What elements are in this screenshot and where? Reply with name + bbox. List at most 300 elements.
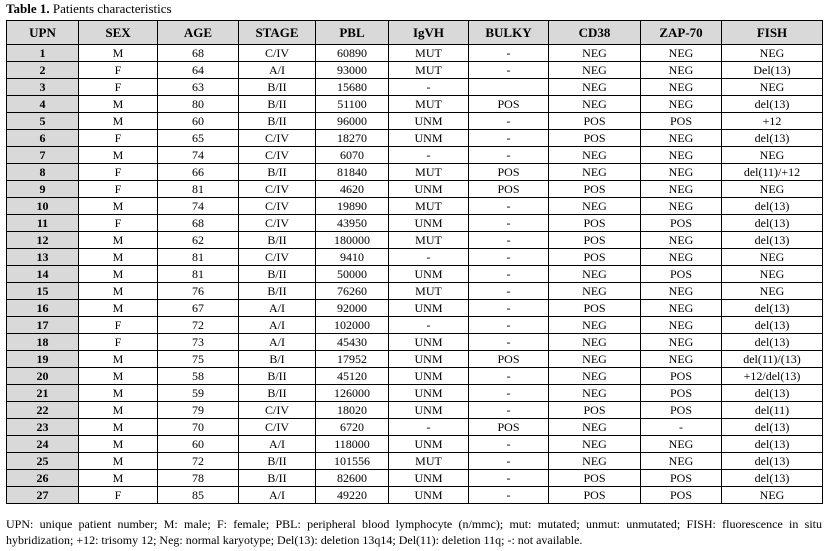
cell-zap-70: POS bbox=[641, 266, 722, 283]
cell-pbl: 19890 bbox=[316, 198, 389, 215]
cell-sex: M bbox=[79, 232, 158, 249]
patients-table bbox=[6, 20, 823, 504]
table-row bbox=[7, 266, 823, 283]
cell-pbl: 6720 bbox=[316, 419, 389, 436]
cell-bulky: - bbox=[469, 113, 549, 130]
cell-upn: 13 bbox=[7, 249, 79, 266]
cell-age: 79 bbox=[158, 402, 239, 419]
cell-cd38: NEG bbox=[549, 62, 641, 79]
cell-upn: 15 bbox=[7, 283, 79, 300]
cell-pbl: 118000 bbox=[316, 436, 389, 453]
cell-igvh: UNM bbox=[389, 368, 469, 385]
cell-pbl: 45430 bbox=[316, 334, 389, 351]
cell-sex: F bbox=[79, 334, 158, 351]
cell-sex: F bbox=[79, 181, 158, 198]
table-row bbox=[7, 453, 823, 470]
cell-upn: 3 bbox=[7, 79, 79, 96]
cell-igvh: UNM bbox=[389, 181, 469, 198]
cell-bulky: - bbox=[469, 402, 549, 419]
table-row bbox=[7, 45, 823, 62]
cell-bulky: - bbox=[469, 215, 549, 232]
cell-bulky: - bbox=[469, 130, 549, 147]
column-header-zap-70: ZAP-70 bbox=[641, 21, 722, 45]
cell-bulky: POS bbox=[469, 181, 549, 198]
cell-zap-70: NEG bbox=[641, 249, 722, 266]
cell-cd38: POS bbox=[549, 113, 641, 130]
cell-igvh: UNM bbox=[389, 334, 469, 351]
cell-age: 85 bbox=[158, 487, 239, 504]
cell-igvh: - bbox=[389, 147, 469, 164]
cell-bulky: - bbox=[469, 453, 549, 470]
cell-stage: C/IV bbox=[239, 181, 316, 198]
cell-igvh: UNM bbox=[389, 351, 469, 368]
cell-bulky: - bbox=[469, 317, 549, 334]
cell-fish: del(13) bbox=[722, 470, 823, 487]
table-row bbox=[7, 62, 823, 79]
cell-stage: A/I bbox=[239, 300, 316, 317]
cell-age: 73 bbox=[158, 334, 239, 351]
cell-cd38: POS bbox=[549, 300, 641, 317]
cell-pbl: 96000 bbox=[316, 113, 389, 130]
cell-age: 81 bbox=[158, 266, 239, 283]
cell-sex: M bbox=[79, 385, 158, 402]
table-body bbox=[7, 45, 823, 504]
cell-sex: M bbox=[79, 45, 158, 62]
cell-cd38: NEG bbox=[549, 147, 641, 164]
cell-zap-70: NEG bbox=[641, 300, 722, 317]
cell-bulky: - bbox=[469, 334, 549, 351]
cell-igvh: MUT bbox=[389, 62, 469, 79]
cell-fish: +12/del(13) bbox=[722, 368, 823, 385]
cell-age: 78 bbox=[158, 470, 239, 487]
column-header-age: AGE bbox=[158, 21, 239, 45]
cell-pbl: 51100 bbox=[316, 96, 389, 113]
cell-cd38: POS bbox=[549, 181, 641, 198]
cell-upn: 25 bbox=[7, 453, 79, 470]
cell-cd38: POS bbox=[549, 402, 641, 419]
cell-age: 70 bbox=[158, 419, 239, 436]
cell-fish: del(13) bbox=[722, 232, 823, 249]
cell-stage: C/IV bbox=[239, 215, 316, 232]
cell-stage: B/II bbox=[239, 164, 316, 181]
table-row bbox=[7, 368, 823, 385]
table-header bbox=[7, 21, 823, 45]
cell-upn: 23 bbox=[7, 419, 79, 436]
cell-stage: C/IV bbox=[239, 198, 316, 215]
table-row bbox=[7, 96, 823, 113]
column-header-stage: STAGE bbox=[239, 21, 316, 45]
table-caption bbox=[6, 1, 172, 17]
cell-upn: 9 bbox=[7, 181, 79, 198]
cell-cd38: NEG bbox=[549, 198, 641, 215]
table-row bbox=[7, 334, 823, 351]
table-caption-text: Patients characteristics bbox=[49, 1, 172, 16]
cell-cd38: NEG bbox=[549, 317, 641, 334]
cell-age: 68 bbox=[158, 45, 239, 62]
cell-igvh: MUT bbox=[389, 96, 469, 113]
cell-age: 74 bbox=[158, 147, 239, 164]
column-header-bulky: BULKY bbox=[469, 21, 549, 45]
cell-sex: M bbox=[79, 249, 158, 266]
cell-upn: 4 bbox=[7, 96, 79, 113]
cell-zap-70: NEG bbox=[641, 317, 722, 334]
cell-pbl: 93000 bbox=[316, 62, 389, 79]
cell-bulky: POS bbox=[469, 351, 549, 368]
cell-age: 59 bbox=[158, 385, 239, 402]
cell-bulky bbox=[469, 79, 549, 96]
column-header-sex: SEX bbox=[79, 21, 158, 45]
table-row bbox=[7, 130, 823, 147]
cell-cd38: POS bbox=[549, 232, 641, 249]
cell-pbl: 4620 bbox=[316, 181, 389, 198]
cell-cd38: NEG bbox=[549, 164, 641, 181]
cell-fish: del(13) bbox=[722, 419, 823, 436]
cell-sex: F bbox=[79, 317, 158, 334]
cell-upn: 24 bbox=[7, 436, 79, 453]
cell-cd38: NEG bbox=[549, 385, 641, 402]
cell-fish: del(13) bbox=[722, 198, 823, 215]
cell-igvh: MUT bbox=[389, 164, 469, 181]
cell-zap-70: NEG bbox=[641, 283, 722, 300]
column-header-pbl: PBL bbox=[316, 21, 389, 45]
cell-zap-70: NEG bbox=[641, 232, 722, 249]
cell-cd38: NEG bbox=[549, 436, 641, 453]
cell-fish: del(13) bbox=[722, 317, 823, 334]
cell-zap-70: NEG bbox=[641, 45, 722, 62]
cell-fish: NEG bbox=[722, 147, 823, 164]
cell-fish: del(13) bbox=[722, 130, 823, 147]
cell-igvh: UNM bbox=[389, 385, 469, 402]
cell-fish: NEG bbox=[722, 283, 823, 300]
cell-upn: 27 bbox=[7, 487, 79, 504]
cell-upn: 14 bbox=[7, 266, 79, 283]
cell-upn: 6 bbox=[7, 130, 79, 147]
cell-upn: 7 bbox=[7, 147, 79, 164]
cell-cd38: POS bbox=[549, 487, 641, 504]
cell-cd38: NEG bbox=[549, 453, 641, 470]
cell-age: 62 bbox=[158, 232, 239, 249]
cell-sex: M bbox=[79, 283, 158, 300]
cell-pbl: 15680 bbox=[316, 79, 389, 96]
cell-upn: 19 bbox=[7, 351, 79, 368]
cell-fish: del(13) bbox=[722, 334, 823, 351]
cell-fish: del(13) bbox=[722, 215, 823, 232]
cell-fish: NEG bbox=[722, 266, 823, 283]
cell-zap-70: NEG bbox=[641, 351, 722, 368]
cell-stage: B/II bbox=[239, 266, 316, 283]
column-header-igvh: IgVH bbox=[389, 21, 469, 45]
cell-sex: M bbox=[79, 351, 158, 368]
cell-igvh: UNM bbox=[389, 470, 469, 487]
cell-cd38: NEG bbox=[549, 283, 641, 300]
cell-igvh: MUT bbox=[389, 45, 469, 62]
cell-pbl: 180000 bbox=[316, 232, 389, 249]
cell-age: 60 bbox=[158, 113, 239, 130]
cell-pbl: 18270 bbox=[316, 130, 389, 147]
table-row bbox=[7, 385, 823, 402]
cell-cd38: NEG bbox=[549, 419, 641, 436]
cell-fish: del(13) bbox=[722, 96, 823, 113]
cell-pbl: 50000 bbox=[316, 266, 389, 283]
cell-cd38: NEG bbox=[549, 79, 641, 96]
cell-sex: M bbox=[79, 198, 158, 215]
cell-bulky: POS bbox=[469, 419, 549, 436]
cell-zap-70: NEG bbox=[641, 164, 722, 181]
table-row bbox=[7, 470, 823, 487]
cell-sex: F bbox=[79, 62, 158, 79]
cell-sex: M bbox=[79, 402, 158, 419]
cell-sex: F bbox=[79, 487, 158, 504]
cell-igvh: MUT bbox=[389, 453, 469, 470]
cell-upn: 1 bbox=[7, 45, 79, 62]
column-header-fish: FISH bbox=[722, 21, 823, 45]
cell-zap-70: NEG bbox=[641, 181, 722, 198]
cell-igvh: UNM bbox=[389, 266, 469, 283]
column-header-upn: UPN bbox=[7, 21, 79, 45]
cell-stage: B/II bbox=[239, 232, 316, 249]
cell-fish: NEG bbox=[722, 249, 823, 266]
cell-bulky: - bbox=[469, 487, 549, 504]
table-row bbox=[7, 249, 823, 266]
cell-pbl: 126000 bbox=[316, 385, 389, 402]
table-row bbox=[7, 198, 823, 215]
cell-age: 81 bbox=[158, 181, 239, 198]
cell-upn: 26 bbox=[7, 470, 79, 487]
cell-age: 72 bbox=[158, 453, 239, 470]
table-row bbox=[7, 164, 823, 181]
cell-zap-70: NEG bbox=[641, 96, 722, 113]
cell-igvh: - bbox=[389, 317, 469, 334]
cell-stage: C/IV bbox=[239, 249, 316, 266]
cell-bulky: - bbox=[469, 470, 549, 487]
table-caption-label: Table 1. bbox=[6, 1, 50, 16]
table-row bbox=[7, 317, 823, 334]
cell-zap-70: NEG bbox=[641, 436, 722, 453]
table-row bbox=[7, 215, 823, 232]
cell-age: 65 bbox=[158, 130, 239, 147]
cell-stage: B/II bbox=[239, 385, 316, 402]
cell-zap-70: POS bbox=[641, 113, 722, 130]
cell-stage: B/II bbox=[239, 79, 316, 96]
cell-bulky: - bbox=[469, 283, 549, 300]
cell-pbl: 102000 bbox=[316, 317, 389, 334]
cell-pbl: 49220 bbox=[316, 487, 389, 504]
cell-stage: C/IV bbox=[239, 147, 316, 164]
cell-sex: M bbox=[79, 368, 158, 385]
cell-age: 67 bbox=[158, 300, 239, 317]
cell-pbl: 81840 bbox=[316, 164, 389, 181]
cell-stage: B/II bbox=[239, 113, 316, 130]
table-row bbox=[7, 487, 823, 504]
cell-fish: del(13) bbox=[722, 453, 823, 470]
cell-bulky: - bbox=[469, 436, 549, 453]
cell-pbl: 17952 bbox=[316, 351, 389, 368]
table-row bbox=[7, 300, 823, 317]
table-row bbox=[7, 402, 823, 419]
cell-stage: C/IV bbox=[239, 402, 316, 419]
cell-zap-70: NEG bbox=[641, 198, 722, 215]
cell-zap-70: - bbox=[641, 419, 722, 436]
table-row bbox=[7, 181, 823, 198]
cell-age: 63 bbox=[158, 79, 239, 96]
cell-igvh: MUT bbox=[389, 198, 469, 215]
cell-upn: 8 bbox=[7, 164, 79, 181]
table-row bbox=[7, 79, 823, 96]
cell-igvh: UNM bbox=[389, 215, 469, 232]
cell-zap-70: POS bbox=[641, 487, 722, 504]
cell-fish: del(11)/+12 bbox=[722, 164, 823, 181]
cell-fish: NEG bbox=[722, 79, 823, 96]
cell-igvh: UNM bbox=[389, 487, 469, 504]
cell-stage: B/I bbox=[239, 351, 316, 368]
cell-zap-70: NEG bbox=[641, 147, 722, 164]
cell-stage: A/I bbox=[239, 487, 316, 504]
cell-cd38: NEG bbox=[549, 96, 641, 113]
table-row bbox=[7, 436, 823, 453]
cell-pbl: 9410 bbox=[316, 249, 389, 266]
cell-sex: M bbox=[79, 436, 158, 453]
cell-upn: 10 bbox=[7, 198, 79, 215]
cell-pbl: 60890 bbox=[316, 45, 389, 62]
cell-cd38: NEG bbox=[549, 368, 641, 385]
cell-igvh: UNM bbox=[389, 130, 469, 147]
cell-upn: 12 bbox=[7, 232, 79, 249]
cell-stage: A/I bbox=[239, 62, 316, 79]
cell-age: 76 bbox=[158, 283, 239, 300]
cell-igvh: UNM bbox=[389, 113, 469, 130]
cell-igvh: UNM bbox=[389, 436, 469, 453]
cell-pbl: 18020 bbox=[316, 402, 389, 419]
cell-stage: C/IV bbox=[239, 419, 316, 436]
cell-cd38: NEG bbox=[549, 266, 641, 283]
cell-bulky: - bbox=[469, 385, 549, 402]
table-row bbox=[7, 419, 823, 436]
cell-stage: A/I bbox=[239, 317, 316, 334]
cell-sex: M bbox=[79, 419, 158, 436]
cell-fish: +12 bbox=[722, 113, 823, 130]
cell-bulky: - bbox=[469, 232, 549, 249]
cell-age: 64 bbox=[158, 62, 239, 79]
cell-stage: A/I bbox=[239, 436, 316, 453]
cell-cd38: NEG bbox=[549, 334, 641, 351]
cell-pbl: 101556 bbox=[316, 453, 389, 470]
cell-upn: 21 bbox=[7, 385, 79, 402]
cell-igvh: - bbox=[389, 419, 469, 436]
cell-sex: F bbox=[79, 79, 158, 96]
cell-stage: B/II bbox=[239, 368, 316, 385]
cell-upn: 20 bbox=[7, 368, 79, 385]
cell-upn: 22 bbox=[7, 402, 79, 419]
cell-age: 80 bbox=[158, 96, 239, 113]
cell-sex: M bbox=[79, 300, 158, 317]
table-row bbox=[7, 283, 823, 300]
cell-age: 68 bbox=[158, 215, 239, 232]
cell-sex: F bbox=[79, 215, 158, 232]
cell-age: 81 bbox=[158, 249, 239, 266]
cell-bulky: - bbox=[469, 300, 549, 317]
cell-upn: 2 bbox=[7, 62, 79, 79]
cell-pbl: 45120 bbox=[316, 368, 389, 385]
cell-bulky: - bbox=[469, 249, 549, 266]
cell-sex: M bbox=[79, 266, 158, 283]
cell-sex: M bbox=[79, 96, 158, 113]
cell-zap-70: NEG bbox=[641, 79, 722, 96]
cell-bulky: - bbox=[469, 147, 549, 164]
cell-fish: del(11) bbox=[722, 402, 823, 419]
cell-bulky: - bbox=[469, 266, 549, 283]
cell-fish: del(11)/(13) bbox=[722, 351, 823, 368]
cell-pbl: 82600 bbox=[316, 470, 389, 487]
cell-stage: B/II bbox=[239, 470, 316, 487]
cell-igvh: - bbox=[389, 79, 469, 96]
cell-zap-70: NEG bbox=[641, 62, 722, 79]
table-row bbox=[7, 232, 823, 249]
cell-cd38: NEG bbox=[549, 351, 641, 368]
cell-cd38: POS bbox=[549, 470, 641, 487]
cell-zap-70: NEG bbox=[641, 453, 722, 470]
cell-fish: NEG bbox=[722, 45, 823, 62]
cell-pbl: 76260 bbox=[316, 283, 389, 300]
cell-fish: NEG bbox=[722, 181, 823, 198]
cell-igvh: - bbox=[389, 249, 469, 266]
cell-igvh: UNM bbox=[389, 300, 469, 317]
table-row bbox=[7, 147, 823, 164]
cell-upn: 17 bbox=[7, 317, 79, 334]
cell-stage: B/II bbox=[239, 453, 316, 470]
cell-stage: C/IV bbox=[239, 45, 316, 62]
cell-age: 74 bbox=[158, 198, 239, 215]
cell-pbl: 43950 bbox=[316, 215, 389, 232]
cell-age: 75 bbox=[158, 351, 239, 368]
cell-age: 58 bbox=[158, 368, 239, 385]
cell-fish: del(13) bbox=[722, 385, 823, 402]
table-footnote: UPN: unique patient number; M: male; F: female; PBL: peripheral blood lymphocyte (n/mmc); mut: mutated; unmut: unmutated; FISH: fluorescence in situ hybridization; +12: trisomy 12; Neg: normal karyotype; Del(13): deletion 13q14; Del(11): deletion 11q; -: not available. bbox=[6, 517, 822, 547]
cell-stage: B/II bbox=[239, 283, 316, 300]
cell-fish: del(13) bbox=[722, 436, 823, 453]
cell-bulky: POS bbox=[469, 96, 549, 113]
cell-stage: A/I bbox=[239, 334, 316, 351]
cell-fish: Del(13) bbox=[722, 62, 823, 79]
cell-zap-70: NEG bbox=[641, 130, 722, 147]
cell-bulky: - bbox=[469, 198, 549, 215]
cell-stage: B/II bbox=[239, 96, 316, 113]
cell-upn: 5 bbox=[7, 113, 79, 130]
cell-age: 72 bbox=[158, 317, 239, 334]
cell-cd38: POS bbox=[549, 249, 641, 266]
cell-pbl: 92000 bbox=[316, 300, 389, 317]
cell-zap-70: POS bbox=[641, 470, 722, 487]
column-header-cd38: CD38 bbox=[549, 21, 641, 45]
cell-igvh: UNM bbox=[389, 402, 469, 419]
cell-igvh: MUT bbox=[389, 283, 469, 300]
cell-igvh: MUT bbox=[389, 232, 469, 249]
cell-fish: NEG bbox=[722, 487, 823, 504]
cell-zap-70: POS bbox=[641, 402, 722, 419]
cell-zap-70: POS bbox=[641, 368, 722, 385]
cell-upn: 16 bbox=[7, 300, 79, 317]
cell-cd38: POS bbox=[549, 130, 641, 147]
table-row bbox=[7, 113, 823, 130]
cell-sex: M bbox=[79, 147, 158, 164]
cell-fish: del(13) bbox=[722, 300, 823, 317]
table-row bbox=[7, 351, 823, 368]
cell-bulky: - bbox=[469, 368, 549, 385]
cell-bulky: POS bbox=[469, 164, 549, 181]
cell-sex: F bbox=[79, 164, 158, 181]
cell-upn: 18 bbox=[7, 334, 79, 351]
cell-bulky: - bbox=[469, 45, 549, 62]
cell-zap-70: POS bbox=[641, 215, 722, 232]
